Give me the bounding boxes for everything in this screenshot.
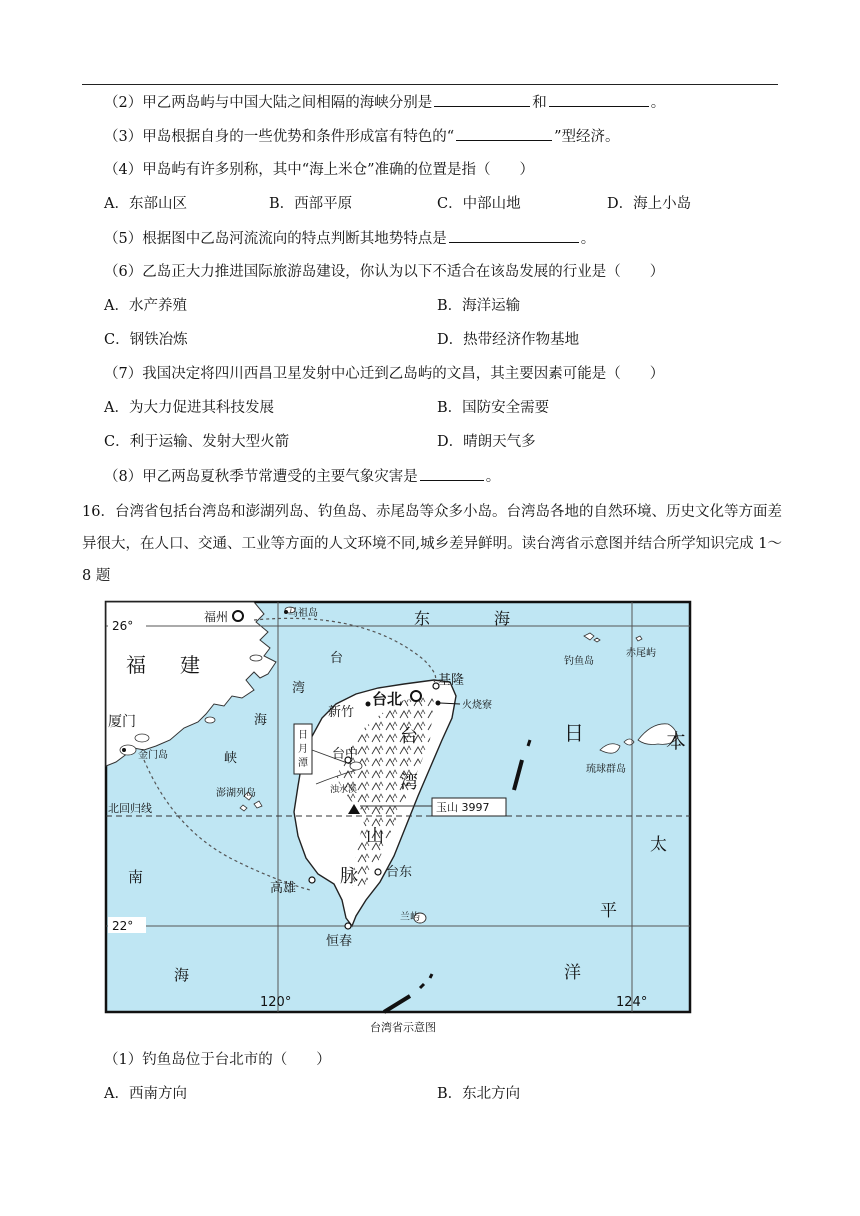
penghu-label: 澎湖列岛 bbox=[216, 788, 256, 799]
huoshaoliao-label: 火烧寮 bbox=[462, 700, 492, 711]
kaohsiung-marker bbox=[309, 877, 315, 883]
q3-blank[interactable] bbox=[456, 126, 552, 141]
q2-end: 。 bbox=[650, 95, 666, 111]
q6-option-c[interactable]: C．钢铁冶炼 bbox=[104, 332, 188, 348]
sun-moon-lake-shape bbox=[350, 762, 362, 770]
boundary-dash bbox=[528, 740, 530, 746]
q16-1-option-b[interactable]: B．东北方向 bbox=[437, 1086, 521, 1102]
q4-option-b[interactable]: B．西部平原 bbox=[269, 196, 353, 212]
hengchun-marker bbox=[345, 923, 351, 929]
question-2 bbox=[104, 92, 665, 113]
taiwan-char-2: 湾 bbox=[400, 772, 418, 793]
q5-text: （5）根据图中乙岛河流流向的特点判断其地势特点是 bbox=[104, 231, 447, 247]
xiamen-label: 厦门 bbox=[108, 714, 136, 730]
question-8 bbox=[104, 466, 500, 487]
taiwan-map-svg bbox=[104, 600, 694, 1016]
lon-124-label: 124° bbox=[616, 995, 648, 1010]
fujian-char-2: 建 bbox=[180, 653, 200, 677]
east-sea-char-1: 东 bbox=[414, 609, 431, 628]
mountain-char-2: 脉 bbox=[340, 866, 358, 887]
strait-char-3: 海 bbox=[254, 713, 268, 728]
map-caption: 台湾省示意图 bbox=[370, 1021, 436, 1034]
q6-option-a[interactable]: A．水产养殖 bbox=[104, 298, 187, 314]
question-16-1: （1）钓鱼岛位于台北市的（ ） bbox=[104, 1052, 331, 1068]
fuzhou-label: 福州 bbox=[204, 610, 229, 624]
pacific-char-3: 洋 bbox=[564, 963, 581, 983]
jinmen-marker bbox=[122, 748, 126, 752]
strait-char-2: 湾 bbox=[292, 681, 306, 696]
q4-option-a[interactable]: A．东部山区 bbox=[104, 196, 187, 212]
lanyu-label: 兰屿 bbox=[400, 912, 420, 923]
fuzhou-marker bbox=[233, 611, 243, 621]
q7-option-d[interactable]: D．晴朗天气多 bbox=[437, 434, 536, 450]
question-3 bbox=[104, 126, 620, 147]
question-7: （7）我国决定将四川西昌卫星发射中心迁到乙岛屿的文昌，其主要因素可能是（ ） bbox=[104, 366, 665, 382]
strait-char-1: 台 bbox=[330, 651, 344, 666]
hsinchu-label: 新竹 bbox=[328, 705, 355, 720]
taitung-label: 台东 bbox=[386, 865, 413, 880]
q7-option-c[interactable]: C．利于运输、发射大型火箭 bbox=[104, 434, 290, 450]
coastal-islet bbox=[135, 734, 149, 742]
taiwan-map bbox=[104, 600, 694, 1016]
taipei-marker bbox=[411, 691, 421, 701]
yushan-label: 玉山 3997 bbox=[436, 801, 490, 814]
q7-option-b[interactable]: B．国防安全需要 bbox=[437, 400, 550, 416]
question-6: （6）乙岛正大力推进国际旅游岛建设，你认为以下不适合在该岛发展的行业是（ ） bbox=[104, 264, 665, 280]
zhuoshui-label: 浊水溪 bbox=[330, 785, 358, 795]
question-16-intro: 16．台湾省包括台湾岛和澎湖列岛、钓鱼岛、赤尾岛等众多小岛。台湾岛各地的自然环境、历史文化等方面差异很大，在人口、交通、工业等方面的人文环境不同,城乡差异鲜明。读台湾省示意图并结合所学知识完成 1～8 题 bbox=[82, 504, 782, 584]
header-rule bbox=[82, 84, 778, 85]
q2-and: 和 bbox=[532, 95, 547, 111]
q3-text: （3）甲岛根据自身的一些优势和条件形成富有特色的“ bbox=[104, 129, 455, 145]
keelung-label: 基隆 bbox=[438, 673, 465, 688]
hengchun-label: 恒春 bbox=[326, 934, 353, 949]
south-sea-char-1: 南 bbox=[128, 868, 144, 886]
diaoyu-label: 钓鱼岛 bbox=[564, 656, 594, 667]
lon-120-label: 120° bbox=[260, 995, 292, 1010]
jinmen-label: 金门岛 bbox=[138, 750, 168, 761]
q4-option-c[interactable]: C．中部山地 bbox=[437, 196, 521, 212]
mountain-char-1: 山 bbox=[366, 826, 384, 847]
taitung-marker bbox=[375, 869, 381, 875]
japan-char-1: 日 bbox=[564, 721, 584, 745]
question-4: （4）甲岛屿有许多别称，其中“海上米仓”准确的位置是指（ ） bbox=[104, 162, 535, 178]
sun-moon-lake-char-3: 潭 bbox=[298, 758, 308, 769]
kaohsiung-label: 高雄 bbox=[270, 881, 297, 896]
q16-1-option-a[interactable]: A．西南方向 bbox=[104, 1086, 187, 1102]
ryukyu-label: 琉球群岛 bbox=[586, 764, 626, 775]
q2-blank-2[interactable] bbox=[549, 92, 649, 107]
boundary-dash bbox=[430, 974, 432, 978]
japan-char-2: 本 bbox=[666, 729, 686, 753]
coastal-islet bbox=[205, 717, 215, 723]
q6-option-b[interactable]: B．海洋运输 bbox=[437, 298, 521, 314]
sun-moon-lake-char-1: 日 bbox=[298, 730, 308, 741]
sun-moon-lake-char-2: 月 bbox=[298, 744, 308, 755]
pacific-char-1: 太 bbox=[650, 835, 667, 855]
taipei-label: 台北 bbox=[372, 690, 403, 708]
south-sea-char-2: 海 bbox=[174, 966, 190, 984]
q5-end: 。 bbox=[580, 231, 596, 247]
hsinchu-marker bbox=[366, 702, 371, 707]
q7-option-a[interactable]: A．为大力促进其科技发展 bbox=[104, 400, 274, 416]
pacific-char-2: 平 bbox=[600, 901, 617, 921]
q8-blank[interactable] bbox=[420, 466, 484, 481]
coastal-islet bbox=[250, 655, 262, 661]
q6-option-d[interactable]: D．热带经济作物基地 bbox=[437, 332, 580, 348]
tropic-label: 北回归线 bbox=[108, 802, 152, 815]
q2-text: （2）甲乙两岛屿与中国大陆之间相隔的海峡分别是 bbox=[104, 95, 433, 111]
q3-end: ”型经济。 bbox=[554, 129, 620, 145]
lat-22-label: 22° bbox=[112, 919, 134, 933]
q4-option-d[interactable]: D．海上小岛 bbox=[607, 196, 692, 212]
taiwan-char-1: 台 bbox=[400, 726, 418, 747]
question-5 bbox=[104, 228, 595, 249]
taichung-label: 台中 bbox=[332, 747, 359, 762]
huoshaoliao-marker bbox=[436, 701, 441, 706]
lat-26-label: 26° bbox=[112, 619, 134, 633]
q8-text: （8）甲乙两岛夏秋季节常遭受的主要气象灾害是 bbox=[104, 469, 418, 485]
q2-blank-1[interactable] bbox=[434, 92, 530, 107]
matsu-label: 马祖岛 bbox=[288, 608, 318, 619]
strait-char-4: 峡 bbox=[224, 751, 238, 766]
q5-blank[interactable] bbox=[449, 228, 579, 243]
q8-end: 。 bbox=[485, 469, 501, 485]
fujian-char-1: 福 bbox=[126, 653, 146, 677]
chiwei-label: 赤尾屿 bbox=[626, 648, 656, 659]
east-sea-char-2: 海 bbox=[494, 609, 511, 628]
